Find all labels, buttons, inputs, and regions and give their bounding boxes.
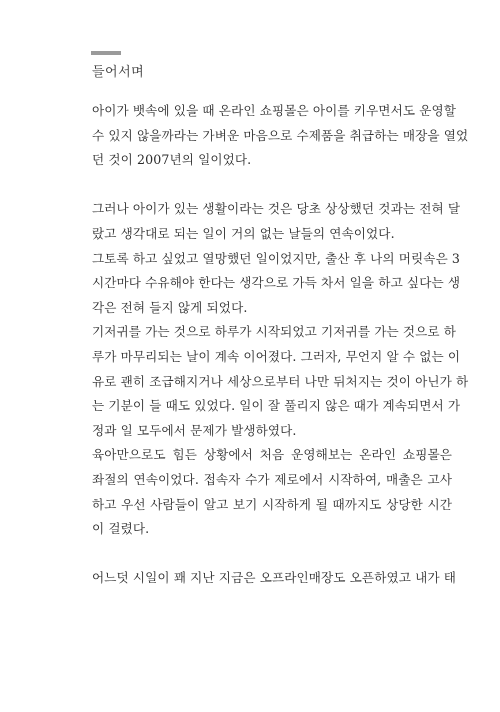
text-line: 루가 마무리되는 날이 계속 이어졌다. 그러자, 무언지 알 수 없는 이 [92, 348, 461, 364]
text-line: 기저귀를 가는 것으로 하루가 시작되었고 기저귀를 가는 것으로 하 [92, 324, 456, 340]
section-accent-bar [91, 51, 121, 55]
text-line: 유로 괜히 조급해지거나 세상으로부터 나만 뒤처지는 것이 아닌가 하 [92, 373, 469, 389]
text-line: 시간마다 수유해야 한다는 생각으로 가득 차서 일을 하고 싶다는 생 [92, 275, 461, 291]
text-line: 이 걸렸다. [92, 521, 150, 537]
text-line: 각은 전혀 들지 않게 되었다. [92, 299, 248, 315]
paragraph-gap [92, 542, 452, 567]
text-line: 그토록 하고 싶었고 열망했던 일이었지만, 출산 후 나의 머릿속은 3 [92, 250, 461, 266]
body-text [92, 99, 469, 591]
text-line: 좌절의 연속이었다. 접속자 수가 제로에서 시작하여, 매출은 고사 [92, 471, 452, 487]
text-line: 던 것이 2007년의 일이었다. [92, 152, 252, 168]
section-heading: 들어서며 [92, 65, 145, 80]
text-line: 하고 우선 사람들이 알고 보기 시작하게 될 때까지도 상당한 시간 [92, 496, 452, 512]
text-line: 수 있지 않을까라는 가벼운 마음으로 수제품을 취급하는 매장을 열었 [92, 127, 469, 143]
text-line: 아이가 뱃속에 있을 때 온라인 쇼핑몰은 아이를 키우면서도 운영할 [92, 103, 456, 118]
text-line: 육아만으로도 힘든 상황에서 처음 운영해보는 온라인 쇼핑몰은 [92, 447, 452, 463]
paragraph-gap [92, 173, 452, 198]
text-line: 는 기분이 들 때도 있었다. 일이 잘 풀리지 않은 때가 계속되면서 가 [92, 398, 461, 414]
text-line: 랐고 생각대로 되는 일이 거의 없는 날들의 연속이었다. [92, 225, 395, 241]
text-line: 정과 일 모두에서 문제가 발생하였다. [92, 422, 297, 438]
text-line: 그러나 아이가 있는 생활이라는 것은 당초 상상했던 것과는 전혀 달 [92, 201, 461, 217]
text-line: 어느덧 시일이 꽤 지난 지금은 오프라인매장도 오픈하였고 내가 태 [92, 570, 456, 586]
